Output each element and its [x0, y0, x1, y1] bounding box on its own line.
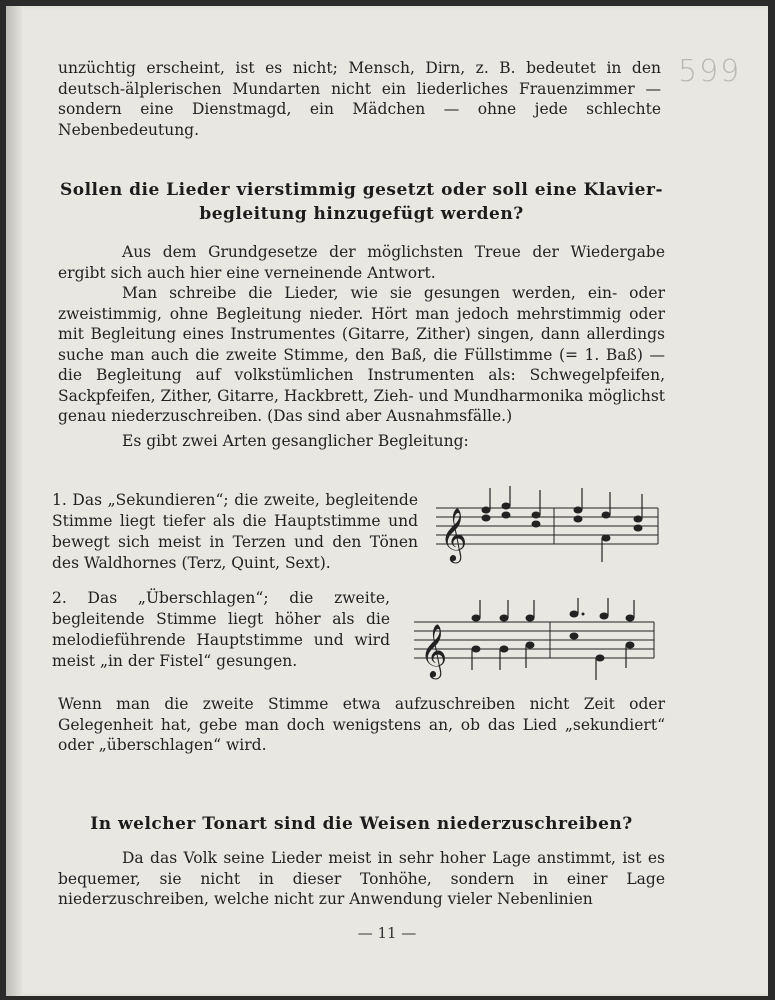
example-ueberschlagen-text: 2. Das „Überschlagen“; die zweite, begleitende Stimme liegt höher als die melodieführende Hauptstimme und wird meist „in der Fistel“ gesungen.	[52, 589, 390, 670]
section1-heading	[58, 178, 665, 226]
section1-paragraph-1: Aus dem Grundgesetze der möglichsten Treue der Wiedergabe ergibt sich auch hier eine verneinende Antwort.	[58, 243, 665, 282]
section1-paragraph-3: Es gibt zwei Arten gesanglicher Begleitung:	[122, 431, 469, 450]
handwritten-page-mark: 599	[678, 54, 742, 89]
intro-block	[58, 58, 665, 140]
music-example-ueberschlagen	[414, 598, 658, 688]
section2-body	[58, 848, 665, 910]
section2-paragraph-1: Da das Volk seine Lieder meist in sehr hoher Lage anstimmt, ist es bequemer, sie nicht in dieser Tonhöhe, sondern in einer Lage niederzuschreiben, welche nicht zur Anwendung vieler Nebenlinien	[58, 849, 665, 908]
book-page	[6, 6, 768, 996]
example-sekundieren-text: 1. Das „Sekundieren“; die zweite, begleitende Stimme liegt tiefer als die Hauptstimme und bewegt sich meist in Terzen und den Tönen des Waldhornes (Terz, Quint, Sext).	[52, 491, 418, 572]
svg-text:𝄞: 𝄞	[440, 507, 468, 561]
section1-heading-line1: Sollen die Lieder vierstimmig gesetzt oder soll eine Klavier-	[59, 180, 664, 200]
section1-heading-line2: begleitung hinzugefügt werden?	[199, 204, 524, 224]
section1-body	[58, 242, 665, 451]
section1-paragraph-4: Wenn man die zweite Stimme etwa aufzuschreiben nicht Zeit oder Gelegenheit hat, gebe man doch wenigstens an, ob das Lied „sekundiert“ oder „überschlagen“ wird.	[58, 695, 665, 754]
section1-closing	[58, 694, 665, 756]
page-gutter	[6, 6, 22, 996]
intro-paragraph: unzüchtig erscheint, ist es nicht; Mensch, Dirn, z. B. bedeutet in den deutsch-älplerischen Mundarten nicht ein liederliches Frauenzimmer — sondern eine Dienstmagd, ein Mädchen — ohne jede schlechte Nebenbedeutung.	[58, 59, 661, 139]
section2-heading: In welcher Tonart sind die Weisen niederzuschreiben?	[90, 814, 633, 834]
page-number: — 11 —	[357, 924, 417, 942]
section1-paragraph-2: Man schreibe die Lieder, wie sie gesungen werden, ein- oder zweistimmig, ohne Begleitung nieder. Hört man jedoch mehrstimmig oder mit Begleitung eines Instrumentes (Gitarre, Zither) singen, dann allerdings suche man auch die zweite Stimme, den Baß, die Füllstimme (= 1. Baß) — die Begleitung auf volkstümlichen Instrumenten als: Schwegelpfeifen, Sackpfeifen, Zither, Gitarre, Hackbrett, Zieh- und Mundharmonika möglichst genau niederzuschreiben. (Das sind aber Ausnahmsfälle.)	[58, 284, 665, 425]
music-example-sekundieren	[436, 480, 662, 572]
svg-text:𝄞: 𝄞	[420, 623, 448, 677]
